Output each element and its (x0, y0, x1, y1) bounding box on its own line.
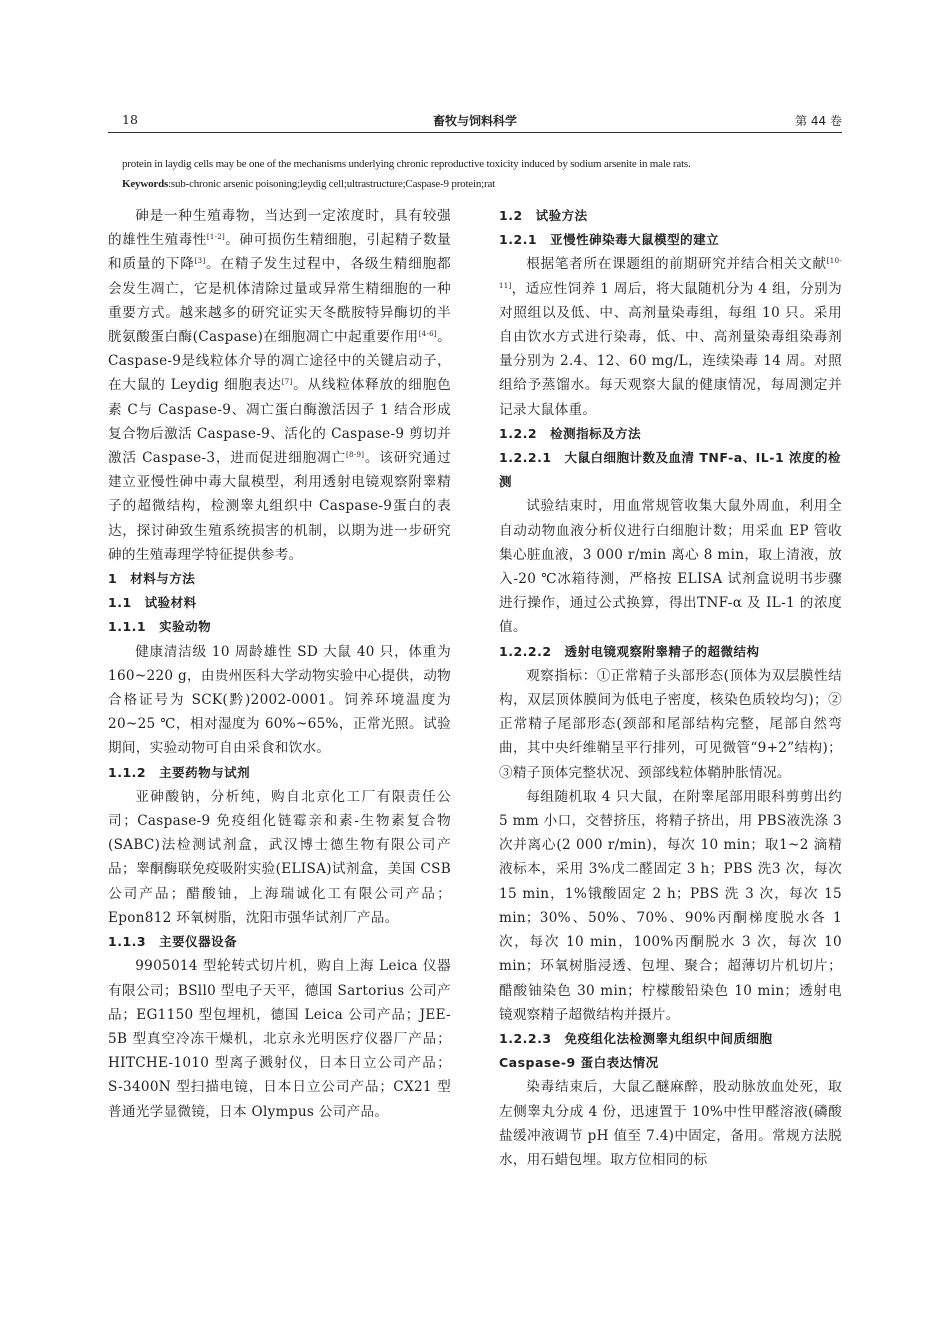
citation: [3] (194, 257, 206, 266)
intro-text: 。Caspase-9是线粒体介导的凋亡途径中的关键启动子，在大鼠的 Leydig 细胞表达 (108, 329, 451, 394)
body-paragraph: 试验结束时，用血常规管收集大鼠外周血，利用全自动动物血液分析仪进行白细胞计数；用采血 EP 管收集心脏血液，3 000 r/min 离心 8 min，取上清液，放入-20 ℃冰箱待测，严格按 ELISA 试剂盒说明书步骤进行操作，通过公式换算，得出TNF-α 及 IL-1 的浓度值。 (499, 498, 842, 636)
intro-text: 。从线粒体释放的细胞色素 C与 Caspase-9、凋亡蛋白酶激活因子 1 结合形成复合物后激活 Caspase-9、活化的 Caspase-9 剪切并激活 Caspase-3，进而促进细胞凋亡 (108, 377, 451, 467)
left-column (108, 204, 451, 1124)
body-paragraph: 染毒结束后，大鼠乙醚麻醉，股动脉放血处死，取左侧睾丸分成 4 份，迅速置于 10%中性甲醛溶液(磷酸盐缓冲液调节 pH 值至 7.4)中固定，备用。常规方法脱水，用石蜡包埋。取方位相同的标 (499, 1079, 842, 1168)
section-heading: 1.2 试验方法 (499, 208, 588, 223)
citation: [10-11] (499, 257, 842, 290)
intro-text: 砷是一种生殖毒物，当达到一定浓度时，具有较强的雄性生殖毒性 (108, 208, 451, 249)
page-number: 18 (122, 112, 138, 127)
intro-text: 。在精子发生过程中，各级生精细胞都会发生凋亡，它是机体清除过量或异常生精细胞的一种重要方式。越来越多的研究证实天冬酰胺特异酶切的半胱氨酸蛋白酶(Caspase)在细胞凋亡中起重要作用 (108, 256, 451, 346)
volume-label: 第 44 卷 (795, 114, 842, 128)
keywords-label: Keywords (122, 178, 169, 190)
citation: [7] (281, 378, 293, 387)
citation: [8-9] (346, 451, 365, 460)
intro-paragraph (108, 204, 451, 567)
section-heading: 1.1.3 主要仪器设备 (108, 934, 238, 950)
keywords-line (122, 174, 842, 194)
header-rule (108, 132, 842, 133)
section-heading: 1.2.2.2 透射电镜观察附睾精子的超微结构 (499, 643, 760, 659)
right-column (499, 204, 842, 1172)
intro-text: 。该研究通过建立亚慢性砷中毒大鼠模型，利用透射电镜观察附睾精子的超微结构，检测睾丸组织中 Caspase-9蛋白的表达，探讨砷致生殖系统损害的机制，以期为进一步研究砷的生殖毒理学特征提供参考。 (108, 450, 451, 563)
body-paragraph (499, 252, 842, 421)
keywords-text: :sub-chronic arsenic poisoning;leydig cell;ultrastructure;Caspase-9 protein;rat (168, 178, 496, 190)
body-paragraph: 观察指标：①正常精子头部形态(顶体为双层膜性结构，双层顶体膜间为低电子密度，核染色质较均匀)；②正常精子尾部形态(颈部和尾部结构完整，尾部自然弯曲，其中央纤维鞘呈平行排列，可见微管“9+2”结构)；③精子顶体完整状况、颈部线粒体鞘肿胀情况。 (499, 667, 842, 781)
section-heading: 1.2.2 检测指标及方法 (499, 425, 642, 441)
body-paragraph: 亚砷酸钠，分析纯，购自北京化工厂有限责任公司；Caspase-9 免疫组化链霉亲和素-生物素复合物(SABC)法检测试剂盒，武汉博士德生物有限公司产品；睾酮酶联免疫吸附实验(ELISA)试剂盒，美国 CSB 公司产品；醋酸铀，上海瑞诚化工有限公司产品；Epon812 环氧树脂，沈阳市强华试剂厂产品。 (108, 788, 451, 926)
section-heading: 1.2.2.3 免疫组化法检测睾丸组织中间质细胞 Caspase-9 蛋白表达情况 (499, 1030, 773, 1071)
body-paragraph: 9905014 型轮转式切片机，购自上海 Leica 仪器有限公司；BSll0 型电子天平，德国 Sartorius 公司产品；EG1150 型包埋机，德国 Leica 公司产品；JEE-5B 型真空冷冻干燥机，北京永光明医疗仪器厂产品；HITCHE-1010 型离子溅射仪，日本日立公司产品；S-3400N 型扫描电镜，日本日立公司产品；CX21 型普通光学显微镜，日本 Olympus 公司产品。 (108, 958, 451, 1120)
abstract-tail (122, 154, 842, 194)
citation: [4-6] (418, 330, 437, 339)
section-heading: 1.1.2 主要药物与试剂 (108, 764, 251, 780)
abstract-line: protein in laydig cells may be one of the mechanisms underlying chronic reproductive toxicity induced by sodium arsenite in male rats. (122, 158, 691, 170)
section-heading: 1.2.2.1 大鼠白细胞计数及血清 TNF-a、IL-1 浓度的检测 (499, 450, 842, 490)
citation: [1-2] (206, 233, 226, 242)
page-header (108, 112, 842, 132)
section-heading: 1 材料与方法 (108, 571, 196, 587)
section-heading: 1.1 试验材料 (108, 595, 197, 611)
section-heading: 1.1.1 实验动物 (108, 619, 212, 635)
body-text: ，适应性饲养 1 周后，将大鼠随机分为 4 组，分别为对照组以及低、中、高剂量染毒组，每组 10 只。采用自由饮水方式进行染毒，低、中、高剂量染毒组染毒剂量分别为 2.4、12、60 mg/L，连续染毒 14 周。对照组给予蒸馏水。每天观察大鼠的健康情况，每周测定并记录大鼠体重。 (499, 280, 842, 418)
intro-text: 。砷可损伤生精细胞，引起精子数量和质量的下降 (108, 232, 451, 273)
body-paragraph: 每组随机取 4 只大鼠，在附睾尾部用眼科剪剪出约 5 mm 小口，交替挤压，将精子挤出，用 PBS液洗涤 3 次并离心(2 000 r/min)，每次 10 min；取1~2 滴精液标本，采用 3%戊二醛固定 3 h；PBS 洗3 次，每次 15 min，1%锇酸固定 2 h；PBS 洗 3 次，每次 15 min；30%、50%、70%、90%丙酮梯度脱水各 1 次，每次 10 min，100%丙酮脱水 3 次，每次 10 min；环氧树脂浸透、包埋、聚合；超薄切片机切片；醋酸铀染色 30 min；柠檬酸铅染色 10 min；透射电镜观察精子超微结构并摄片。 (499, 788, 842, 1023)
journal-title: 畜牧与饲料科学 (432, 114, 517, 128)
section-heading: 1.2.1 亚慢性砷染毒大鼠模型的建立 (499, 232, 720, 248)
body-text: 根据笔者所在课题组的前期研究并结合相关文献 (526, 256, 827, 273)
body-paragraph: 健康清洁级 10 周龄雄性 SD 大鼠 40 只，体重为 160~220 g，由贵州医科大学动物实验中心提供，动物合格证号为 SCK(黔)2002-0001。饲养环境温度为 20~25 ℃，相对湿度为 60%~65%，正常光照。试验期间，实验动物可自由采食和饮水。 (108, 643, 451, 757)
